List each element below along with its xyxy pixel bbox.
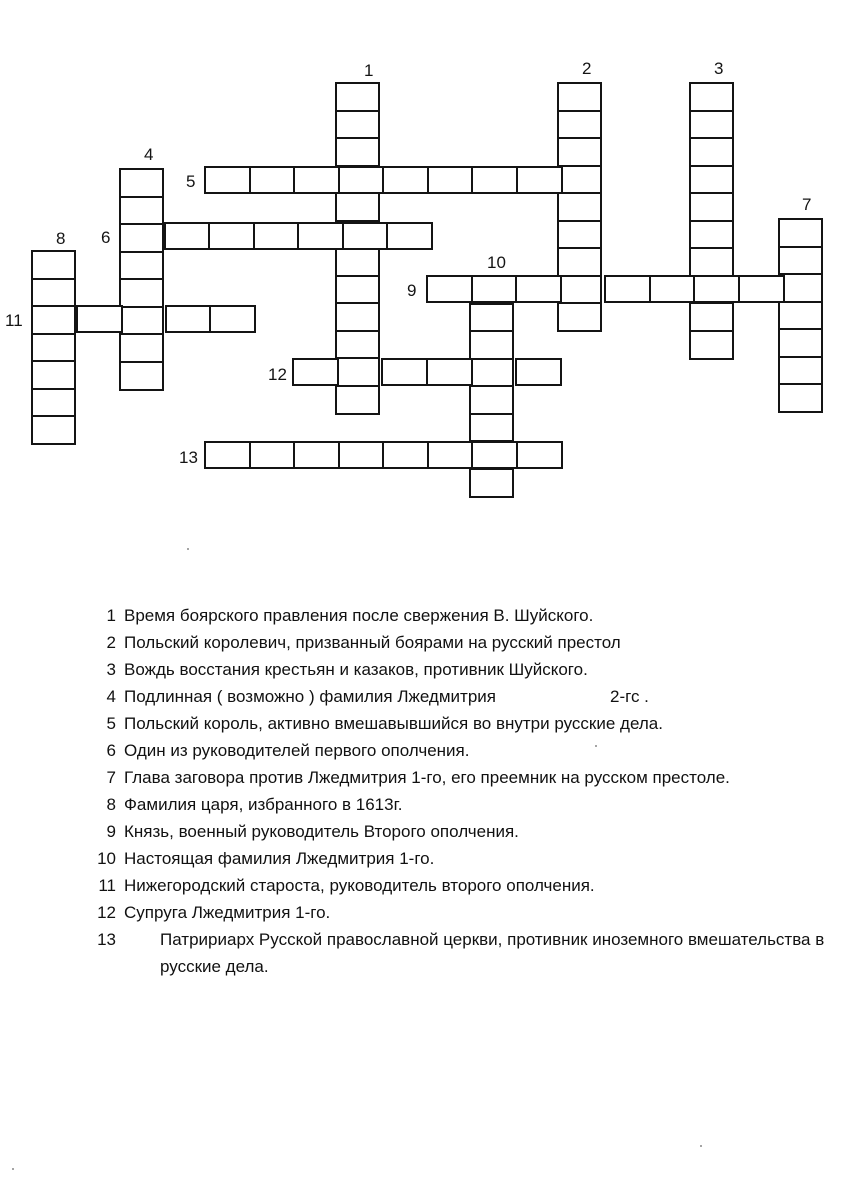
crossword-cell[interactable]	[119, 251, 164, 281]
crossword-number: 7	[802, 195, 812, 214]
crossword-cell[interactable]	[165, 305, 212, 333]
crossword-cell[interactable]	[335, 275, 380, 305]
clue-item	[88, 737, 858, 764]
scan-speck	[595, 745, 597, 747]
clue-text: Подлинная ( возможно ) фамилия Лжедмитрия	[124, 687, 496, 706]
clue-item	[88, 872, 858, 899]
crossword-cell[interactable]	[292, 358, 339, 386]
clue-text: Один из руководителей первого ополчения.	[124, 741, 470, 760]
crossword-cell[interactable]	[469, 385, 514, 415]
clue-number: 1	[106, 606, 116, 625]
crossword-cell[interactable]	[471, 166, 518, 194]
clue-text: Глава заговора против Лжедмитрия 1-го, его преемник на русском престоле.	[124, 768, 730, 787]
crossword-cell[interactable]	[515, 275, 562, 303]
clue-text: Настоящая фамилия Лжедмитрия 1-го.	[124, 849, 435, 868]
crossword-cell[interactable]	[209, 305, 256, 333]
clue-number: 2	[106, 633, 116, 652]
crossword-cell[interactable]	[557, 275, 602, 305]
crossword-cell[interactable]	[689, 220, 734, 250]
crossword-cell[interactable]	[557, 220, 602, 250]
crossword-cell[interactable]	[119, 223, 164, 253]
crossword-cell[interactable]	[208, 222, 255, 250]
crossword-grid	[0, 0, 858, 520]
crossword-cell[interactable]	[335, 247, 380, 277]
clue-text: Патририарх Русской православной церкви, противник иноземного вмешательства в русские дела.	[160, 930, 825, 976]
clue-text: Князь, военный руководитель Второго ополчения.	[124, 822, 519, 841]
crossword-cell[interactable]	[204, 166, 251, 194]
crossword-cell[interactable]	[778, 301, 823, 331]
crossword-cell[interactable]	[426, 275, 473, 303]
crossword-cell[interactable]	[335, 110, 380, 140]
clue-number: 8	[106, 795, 116, 814]
clue-item	[88, 602, 858, 629]
crossword-cell[interactable]	[335, 385, 380, 415]
crossword-cell[interactable]	[119, 168, 164, 198]
crossword-cell[interactable]	[293, 441, 340, 469]
crossword-cell[interactable]	[689, 137, 734, 167]
crossword-cell[interactable]	[427, 166, 474, 194]
crossword-cell[interactable]	[557, 247, 602, 277]
crossword-cell[interactable]	[335, 302, 380, 332]
crossword-cell[interactable]	[119, 361, 164, 391]
clue-item	[88, 710, 858, 737]
clue-text: Вождь восстания крестьян и казаков, противник Шуйского.	[124, 660, 588, 679]
scan-speck	[187, 548, 189, 550]
crossword-cell[interactable]	[469, 413, 514, 443]
crossword-cell[interactable]	[386, 222, 433, 250]
clue-number: 4	[106, 687, 116, 706]
crossword-cell[interactable]	[427, 441, 474, 469]
crossword-cell[interactable]	[204, 441, 251, 469]
crossword-cell[interactable]	[557, 192, 602, 222]
clue-text: Фамилия царя, избранного в 1613г.	[124, 795, 403, 814]
crossword-cell[interactable]	[382, 166, 429, 194]
scan-speck	[12, 1168, 14, 1170]
clue-item	[88, 926, 858, 980]
clue-item	[88, 791, 858, 818]
clue-number: 3	[106, 660, 116, 679]
crossword-cell[interactable]	[778, 273, 823, 303]
crossword-cell[interactable]	[426, 358, 473, 386]
crossword-number: 13	[179, 448, 198, 467]
clue-number: 13	[97, 930, 116, 949]
crossword-number: 4	[144, 145, 154, 164]
crossword-cell[interactable]	[119, 196, 164, 226]
crossword-number: 9	[407, 281, 417, 300]
clue-text: Польский король, активно вмешавывшийся во внутри русские дела.	[124, 714, 663, 733]
crossword-cell[interactable]	[249, 441, 296, 469]
crossword-cell[interactable]	[164, 222, 211, 250]
crossword-cell[interactable]	[516, 441, 563, 469]
clue-item	[88, 683, 858, 710]
crossword-cell[interactable]	[471, 275, 518, 303]
crossword-number: 2	[582, 59, 592, 78]
crossword-cell[interactable]	[778, 328, 823, 358]
clue-number: 12	[97, 903, 116, 922]
crossword-cell[interactable]	[515, 358, 562, 386]
crossword-cell[interactable]	[31, 333, 76, 363]
crossword-cell[interactable]	[469, 330, 514, 360]
crossword-number: 11	[5, 311, 23, 330]
clue-item	[88, 656, 858, 683]
clue-text: Нижегородский староста, руководитель второго ополчения.	[124, 876, 595, 895]
crossword-cell[interactable]	[778, 356, 823, 386]
crossword-number: 10	[487, 253, 506, 272]
crossword-cell[interactable]	[689, 165, 734, 195]
crossword-cell[interactable]	[778, 246, 823, 276]
crossword-cell[interactable]	[516, 166, 563, 194]
clue-number: 5	[106, 714, 116, 733]
crossword-cell[interactable]	[557, 137, 602, 167]
crossword-cell[interactable]	[297, 222, 344, 250]
clue-text: Время боярского правления после свержения В. Шуйского.	[124, 606, 594, 625]
crossword-number: 8	[56, 229, 66, 248]
crossword-cell[interactable]	[649, 275, 696, 303]
crossword-number: 12	[268, 365, 287, 384]
crossword-number: 5	[186, 172, 196, 191]
clue-number: 7	[106, 768, 116, 787]
crossword-cell[interactable]	[778, 218, 823, 248]
clue-item	[88, 899, 858, 926]
crossword-cell[interactable]	[557, 302, 602, 332]
clue-text: Польский королевич, призванный боярами на русский престол	[124, 633, 621, 652]
crossword-cell[interactable]	[338, 166, 385, 194]
crossword-cell[interactable]	[335, 82, 380, 112]
clue-number: 11	[98, 876, 116, 895]
crossword-cell[interactable]	[31, 250, 76, 280]
crossword-cell[interactable]	[31, 388, 76, 418]
clue-item	[88, 818, 858, 845]
crossword-cell[interactable]	[119, 333, 164, 363]
crossword-cell[interactable]	[253, 222, 300, 250]
crossword-cell[interactable]	[335, 357, 380, 387]
crossword-cell[interactable]	[335, 137, 380, 167]
crossword-cell[interactable]	[689, 330, 734, 360]
crossword-cell[interactable]	[469, 358, 514, 388]
crossword-cell[interactable]	[778, 383, 823, 413]
clue-item	[88, 629, 858, 656]
crossword-cell[interactable]	[342, 222, 389, 250]
crossword-cell[interactable]	[469, 303, 514, 333]
crossword-cell[interactable]	[119, 278, 164, 308]
crossword-cell[interactable]	[293, 166, 340, 194]
clue-item	[88, 845, 858, 872]
crossword-cell[interactable]	[31, 415, 76, 445]
crossword-cell[interactable]	[119, 306, 164, 336]
crossword-cell[interactable]	[689, 302, 734, 332]
crossword-cell[interactable]	[381, 358, 428, 386]
clue-item	[88, 764, 858, 791]
crossword-cell[interactable]	[689, 110, 734, 140]
crossword-number: 1	[364, 61, 374, 80]
crossword-cell[interactable]	[557, 110, 602, 140]
scan-speck	[700, 1145, 702, 1147]
crossword-number: 6	[101, 228, 111, 247]
crossword-cell[interactable]	[693, 275, 740, 303]
crossword-cell[interactable]	[604, 275, 651, 303]
crossword-cell[interactable]	[335, 330, 380, 360]
clue-number: 9	[106, 822, 116, 841]
crossword-cell[interactable]	[335, 192, 380, 222]
crossword-number: 3	[714, 59, 724, 78]
clue-handwritten-note: 2-гс .	[610, 687, 649, 706]
crossword-cell[interactable]	[689, 247, 734, 277]
clue-text: Супруга Лжедмитрия 1-го.	[124, 903, 331, 922]
clue-number: 10	[97, 849, 116, 868]
crossword-cell[interactable]	[738, 275, 785, 303]
crossword-cell[interactable]	[469, 468, 514, 498]
crossword-cell[interactable]	[338, 441, 385, 469]
crossword-cell[interactable]	[76, 305, 123, 333]
crossword-cell[interactable]	[689, 192, 734, 222]
crossword-cell[interactable]	[689, 82, 734, 112]
crossword-cell[interactable]	[557, 165, 602, 195]
crossword-cell[interactable]	[471, 441, 518, 469]
crossword-cell[interactable]	[249, 166, 296, 194]
crossword-cell[interactable]	[382, 441, 429, 469]
clue-list	[88, 602, 858, 980]
crossword-cell[interactable]	[31, 278, 76, 308]
clue-number: 6	[106, 741, 116, 760]
crossword-cell[interactable]	[31, 360, 76, 390]
crossword-cell[interactable]	[557, 82, 602, 112]
crossword-cell[interactable]	[31, 305, 76, 335]
